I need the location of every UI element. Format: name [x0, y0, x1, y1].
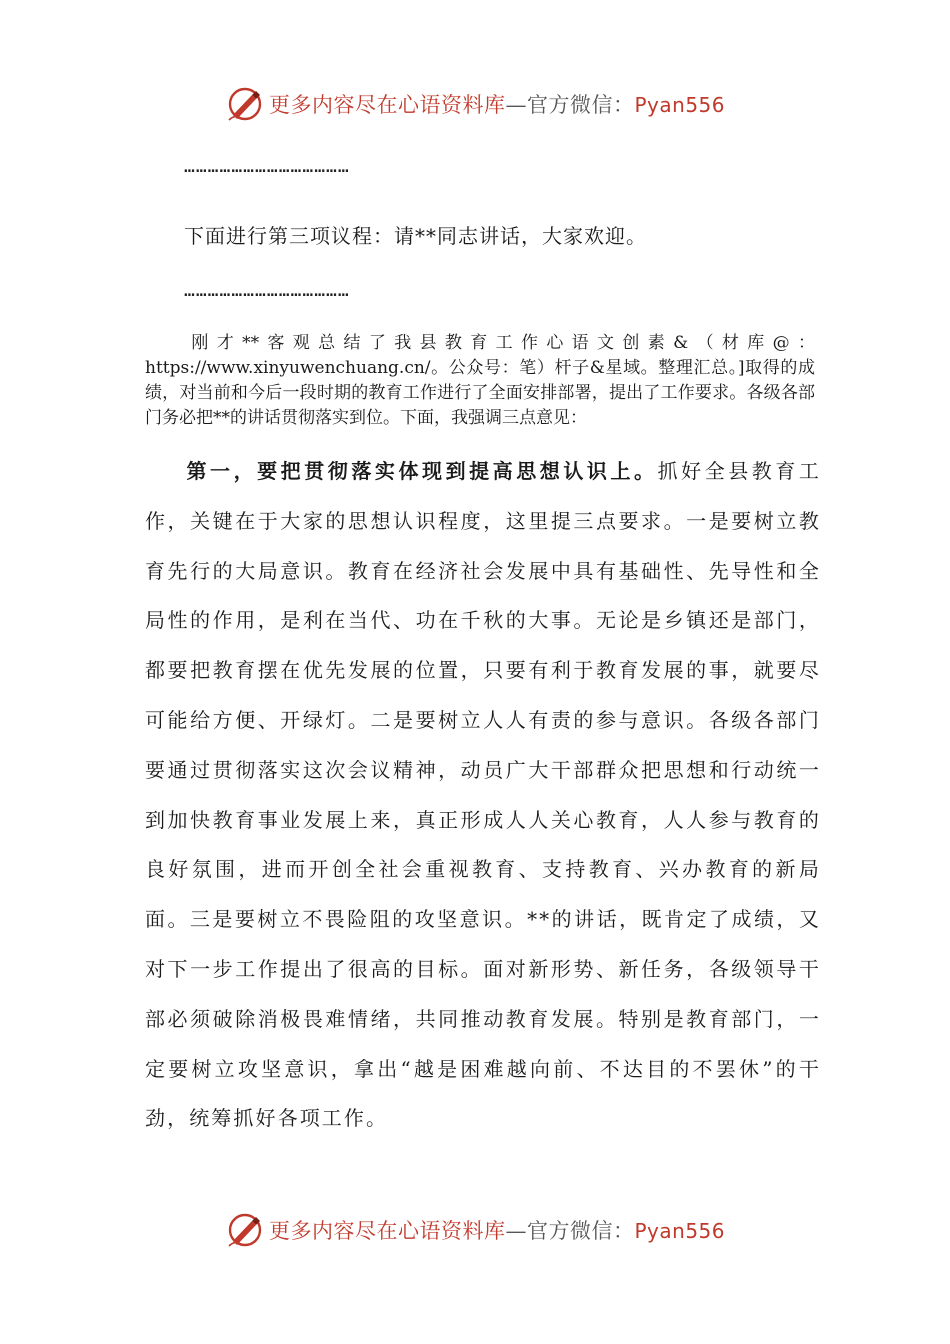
intro-paragraph: [145, 331, 815, 431]
watermark-brand-text: 更多内容尽在心语资料库: [268, 93, 506, 117]
point-one-paragraph: [145, 447, 821, 1144]
pen-logo-icon: [225, 1210, 265, 1250]
watermark-separator: —: [505, 93, 527, 117]
ellipsis-divider-1: ……………………………………: [184, 156, 350, 177]
watermark-account: Pyan556: [634, 93, 725, 117]
point-one-body: 抓好全县教育工作，关键在于大家的思想认识程度，这里提三点要求。一是要树立教育先行的大局意识。教育在经济社会发展中具有基础性、先导性和全局性的作用，是利在当代、功在千秋的大事。无论是乡镇还是部门，都要把教育摆在优先发展的位置，只要有利于教育发展的事，就要尽可能给方便、开绿灯。二是要树立人人有责的参与意识。各级各部门要通过贯彻落实这次会议精神，动员广大干部群众把思想和行动统一到加快教育事业发展上来，真正形成人人关心教育，人人参与教育的良好氛围，进而开创全社会重视教育、支持教育、兴办教育的新局面。三是要树立不畏险阻的攻坚意识。**的讲话，既肯定了成绩，又对下一步工作提出了很高的目标。面对新形势、新任务，各级领导干部必须破除消极畏难情绪，共同推动教育发展。特别是教育部门，一定要树立攻坚意识，拿出“越是困难越向前、不达目的不罢休”的干劲，统筹抓好各项工作。: [145, 459, 822, 1131]
ellipsis-divider-2: ……………………………………: [184, 280, 350, 301]
watermark-label: 官方微信：: [526, 93, 635, 117]
header-watermark-banner: [0, 82, 950, 126]
watermark-separator: —: [505, 1219, 527, 1243]
watermark-brand-text: 更多内容尽在心语资料库: [268, 1219, 506, 1243]
footer-watermark-banner: [0, 1208, 950, 1252]
pen-logo-icon: [225, 84, 265, 124]
watermark-label: 官方微信：: [526, 1219, 635, 1243]
agenda-line: 下面进行第三项议程：请**同志讲话，大家欢迎。: [184, 224, 647, 248]
watermark-account: Pyan556: [634, 1219, 725, 1243]
intro-text: 刚才**客观总结了我县教育工作心语文创素&（材库@：https://www.xinyuwenchuang.cn/。公众号：笔）杆子&星域。整理汇总。]取得的成绩，对当前和今后一段时期的教育工作进行了全面安排部署，提出了工作要求。各级各部门务必把**的讲话贯彻落实到位。下面，我强调三点意见：: [145, 333, 815, 428]
point-one-heading: 第一，要把贯彻落实体现到提高思想认识上。: [185, 459, 658, 483]
